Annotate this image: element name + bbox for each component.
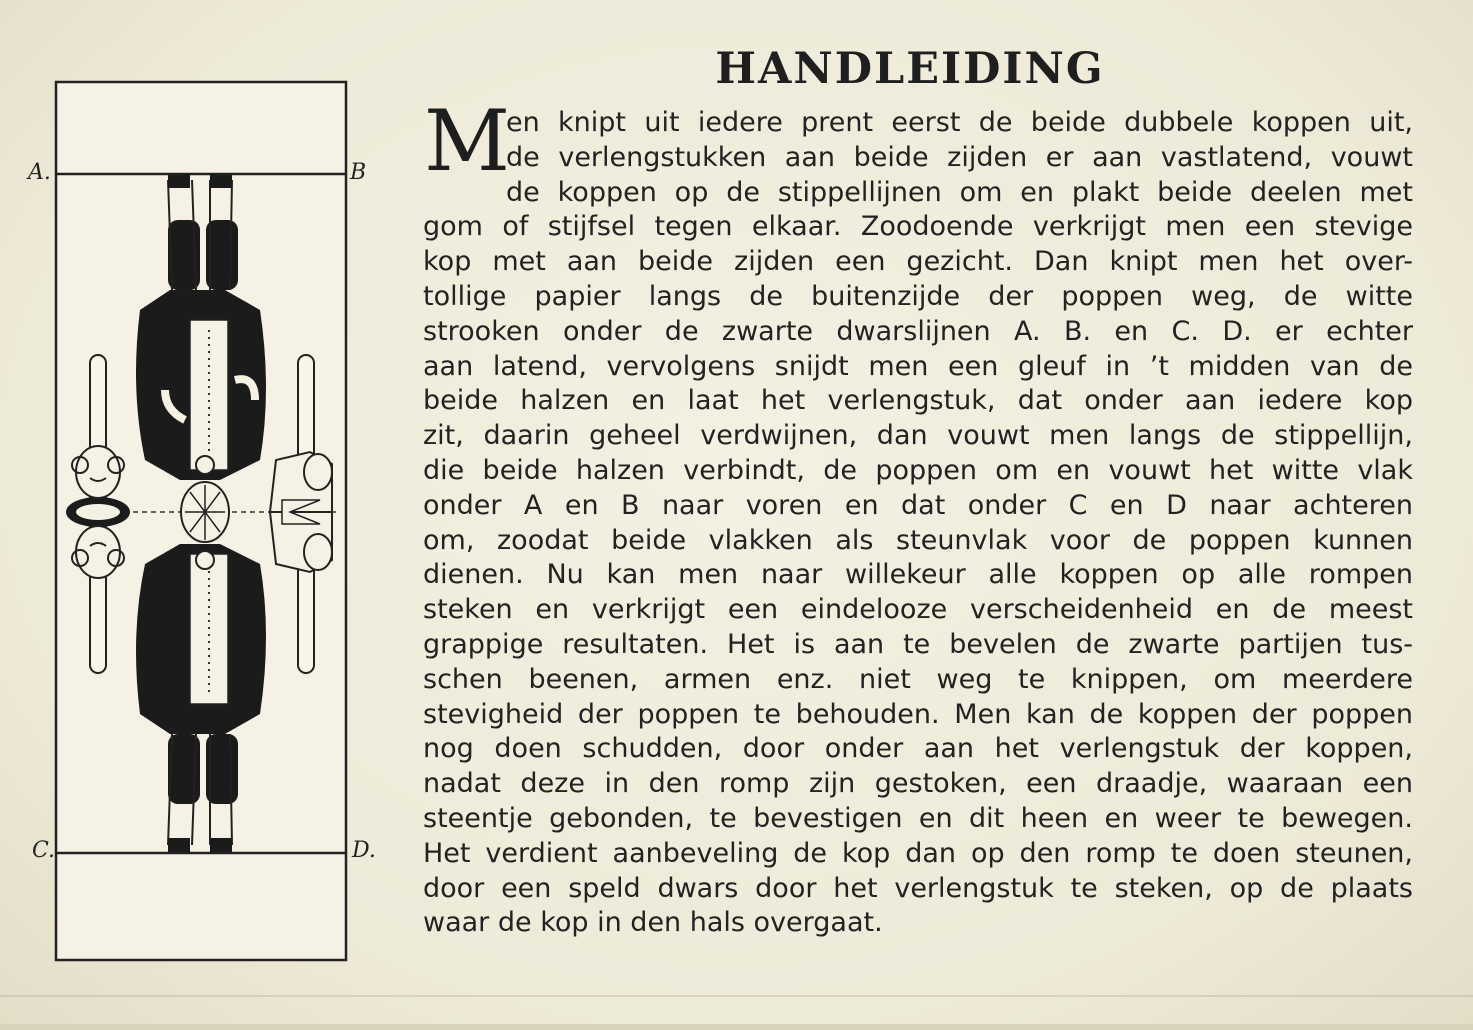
text-line: en knipt uit iedere prent eerst de beide dubbele koppen uit, — [506, 107, 1413, 138]
text-line: stevigheid der poppen te behouden. Men kan de koppen der poppen — [423, 698, 1413, 730]
text-line: waar de kop in den hals overgaat. — [423, 907, 883, 939]
text-line: schen beenen, armen enz. niet weg te knippen, om meerdere — [423, 663, 1413, 695]
right-double-head — [270, 452, 332, 572]
instructions-text — [423, 106, 1413, 941]
text-line: beide halzen en laat het verlengstuk, dat onder aan iedere kop — [423, 385, 1413, 417]
text-line: grappige resultaten. Het is aan te bevelen de zwarte partijen tus- — [423, 628, 1413, 660]
text-line: gom of stijfsel tegen elkaar. Zoodoende verkrijgt men een stevige — [423, 211, 1413, 243]
page-title: HANDLEIDING — [715, 44, 1105, 94]
text-line: strooken onder de zwarte dwarslijnen A. B. en C. D. er echter — [423, 315, 1413, 347]
label-c: C. — [32, 838, 56, 863]
text-line: om, zoodat beide vlakken als steunvlak voor de poppen kunnen — [423, 524, 1413, 556]
paper-doll-illustration — [20, 60, 410, 980]
left-double-head — [66, 446, 130, 578]
text-line: de verlengstukken aan beide zijden er aan vastlatend, vouwt — [506, 141, 1413, 173]
paper-fold-line — [0, 995, 1473, 997]
label-a: A. — [28, 160, 51, 185]
text-line: onder A en B naar voren en dat onder C en D naar achteren — [423, 489, 1413, 521]
text-line: nadat deze in den romp zijn gestoken, een draadje, waaraan een — [423, 768, 1413, 800]
drop-cap: M — [424, 92, 511, 190]
text-line: die beide halzen verbindt, de poppen om en vouwt het witte vlak — [423, 454, 1413, 486]
text-line: kop met aan beide zijden een gezicht. Dan knipt men het over- — [423, 246, 1413, 278]
paper-bottom-edge — [0, 1024, 1473, 1030]
text-line: door een speld dwars door het verlengstuk te steken, op de plaats — [423, 872, 1413, 904]
text-line: zit, daarin geheel verdwijnen, dan vouwt men langs de stippellijn, — [423, 420, 1413, 452]
text-line: tollige papier langs de buitenzijde der poppen weg, de witte — [423, 280, 1413, 312]
label-d: D. — [352, 838, 376, 863]
text-line: steken en verkrijgt een eindelooze verscheidenheid en de meest — [423, 594, 1413, 626]
text-line: aan latend, vervolgens snijdt men een gleuf in ’t midden van de — [423, 350, 1413, 382]
text-line: nog doen schudden, door onder aan het verlengstuk der koppen, — [423, 733, 1413, 765]
text-line: Het verdient aanbeveling de kop dan op den romp te doen steunen, — [423, 837, 1413, 869]
label-b: B — [350, 160, 367, 185]
text-line: steentje gebonden, te bevestigen en dit heen en weer te bewegen. — [423, 802, 1413, 834]
text-line: dienen. Nu kan men naar willekeur alle koppen op alle rompen — [423, 559, 1413, 591]
text-line: de koppen op de stippellijnen om en plakt beide deelen met — [506, 176, 1413, 208]
